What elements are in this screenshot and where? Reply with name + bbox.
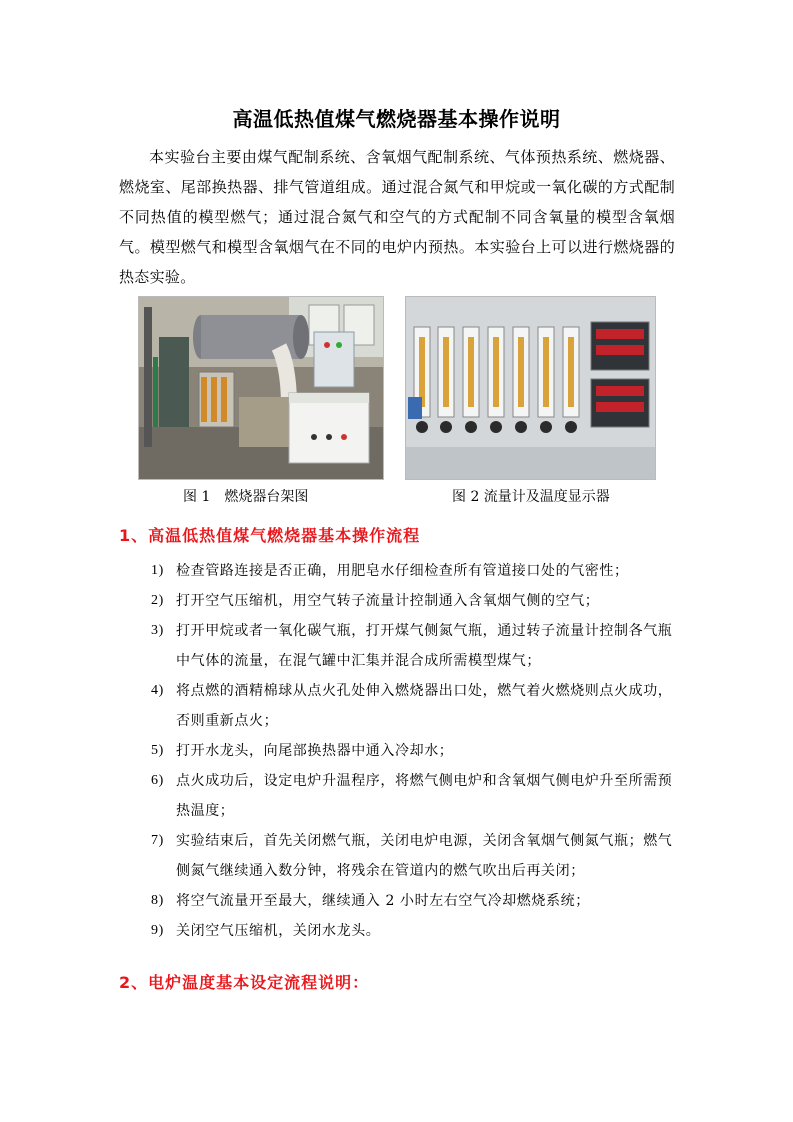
step-number: 2): [151, 593, 164, 608]
step-text: 打开水龙头，向尾部换热器中通入冷却水；: [176, 743, 454, 759]
step-number: 3): [151, 623, 164, 638]
step-number: 8): [151, 893, 164, 908]
figure-2-caption: 图 2 流量计及温度显示器: [452, 489, 610, 505]
list-item: [151, 616, 677, 676]
list-item: [151, 766, 677, 826]
step-text: 关闭空气压缩机，关闭水龙头。: [176, 923, 381, 939]
step-number: 4): [151, 683, 164, 698]
step-text: 将点燃的酒精棉球从点火孔处伸入燃烧器出口处，燃气着火燃烧则点火成功，否则重新点火；: [176, 683, 673, 729]
section-2-heading: 2、电炉温度基本设定流程说明：: [119, 973, 370, 992]
list-item: [151, 886, 677, 916]
list-item: [151, 676, 677, 736]
list-item: [151, 556, 677, 586]
list-item: [151, 916, 677, 946]
intro-paragraph: 本实验台主要由煤气配制系统、含氧烟气配制系统、气体预热系统、燃烧器、燃烧室、尾部换热器、排气管道组成。通过混合氮气和甲烷或一氧化碳的方式配制不同热值的模型燃气；通过混合氮气和空气的方式配制不同含氧量的模型含氧烟气。模型燃气和模型含氧烟气在不同的电炉内预热。本实验台上可以进行燃烧器的热态实验。: [119, 148, 675, 286]
section-1-heading: 1、高温低热值煤气燃烧器基本操作流程: [119, 526, 421, 545]
document-title: 高温低热值煤气燃烧器基本操作说明: [232, 107, 561, 131]
step-number: 7): [151, 833, 164, 848]
figure-1-caption: 图 1 燃烧器台架图: [183, 489, 309, 505]
step-text: 打开甲烷或者一氧化碳气瓶，打开煤气侧氮气瓶，通过转子流量计控制各气瓶中气体的流量，在混气罐中汇集并混合成所需模型煤气；: [176, 623, 673, 669]
step-number: 5): [151, 743, 164, 758]
step-text: 打开空气压缩机，用空气转子流量计控制通入含氧烟气侧的空气；: [176, 593, 600, 609]
step-text: 实验结束后，首先关闭燃气瓶，关闭电炉电源，关闭含氧烟气侧氮气瓶；燃气侧氮气继续通入数分钟，将残余在管道内的燃气吹出后再关闭；: [176, 833, 673, 879]
list-item: [151, 586, 677, 616]
step-number: 1): [151, 563, 164, 578]
step-text: 点火成功后，设定电炉升温程序，将燃气侧电炉和含氧烟气侧电炉升至所需预热温度；: [176, 773, 673, 819]
list-item: [151, 826, 677, 886]
step-number: 6): [151, 773, 164, 788]
step-number: 9): [151, 923, 164, 938]
list-item: [151, 736, 677, 766]
flowmeter-panel-photo: [405, 296, 656, 480]
step-text: 检查管路连接是否正确，用肥皂水仔细检查所有管道接口处的气密性；: [176, 563, 629, 579]
operation-steps-list: [151, 556, 677, 946]
step-text: 将空气流量开至最大，继续通入 2 小时左右空气冷却燃烧系统；: [176, 893, 590, 909]
burner-rig-photo: [138, 296, 384, 480]
